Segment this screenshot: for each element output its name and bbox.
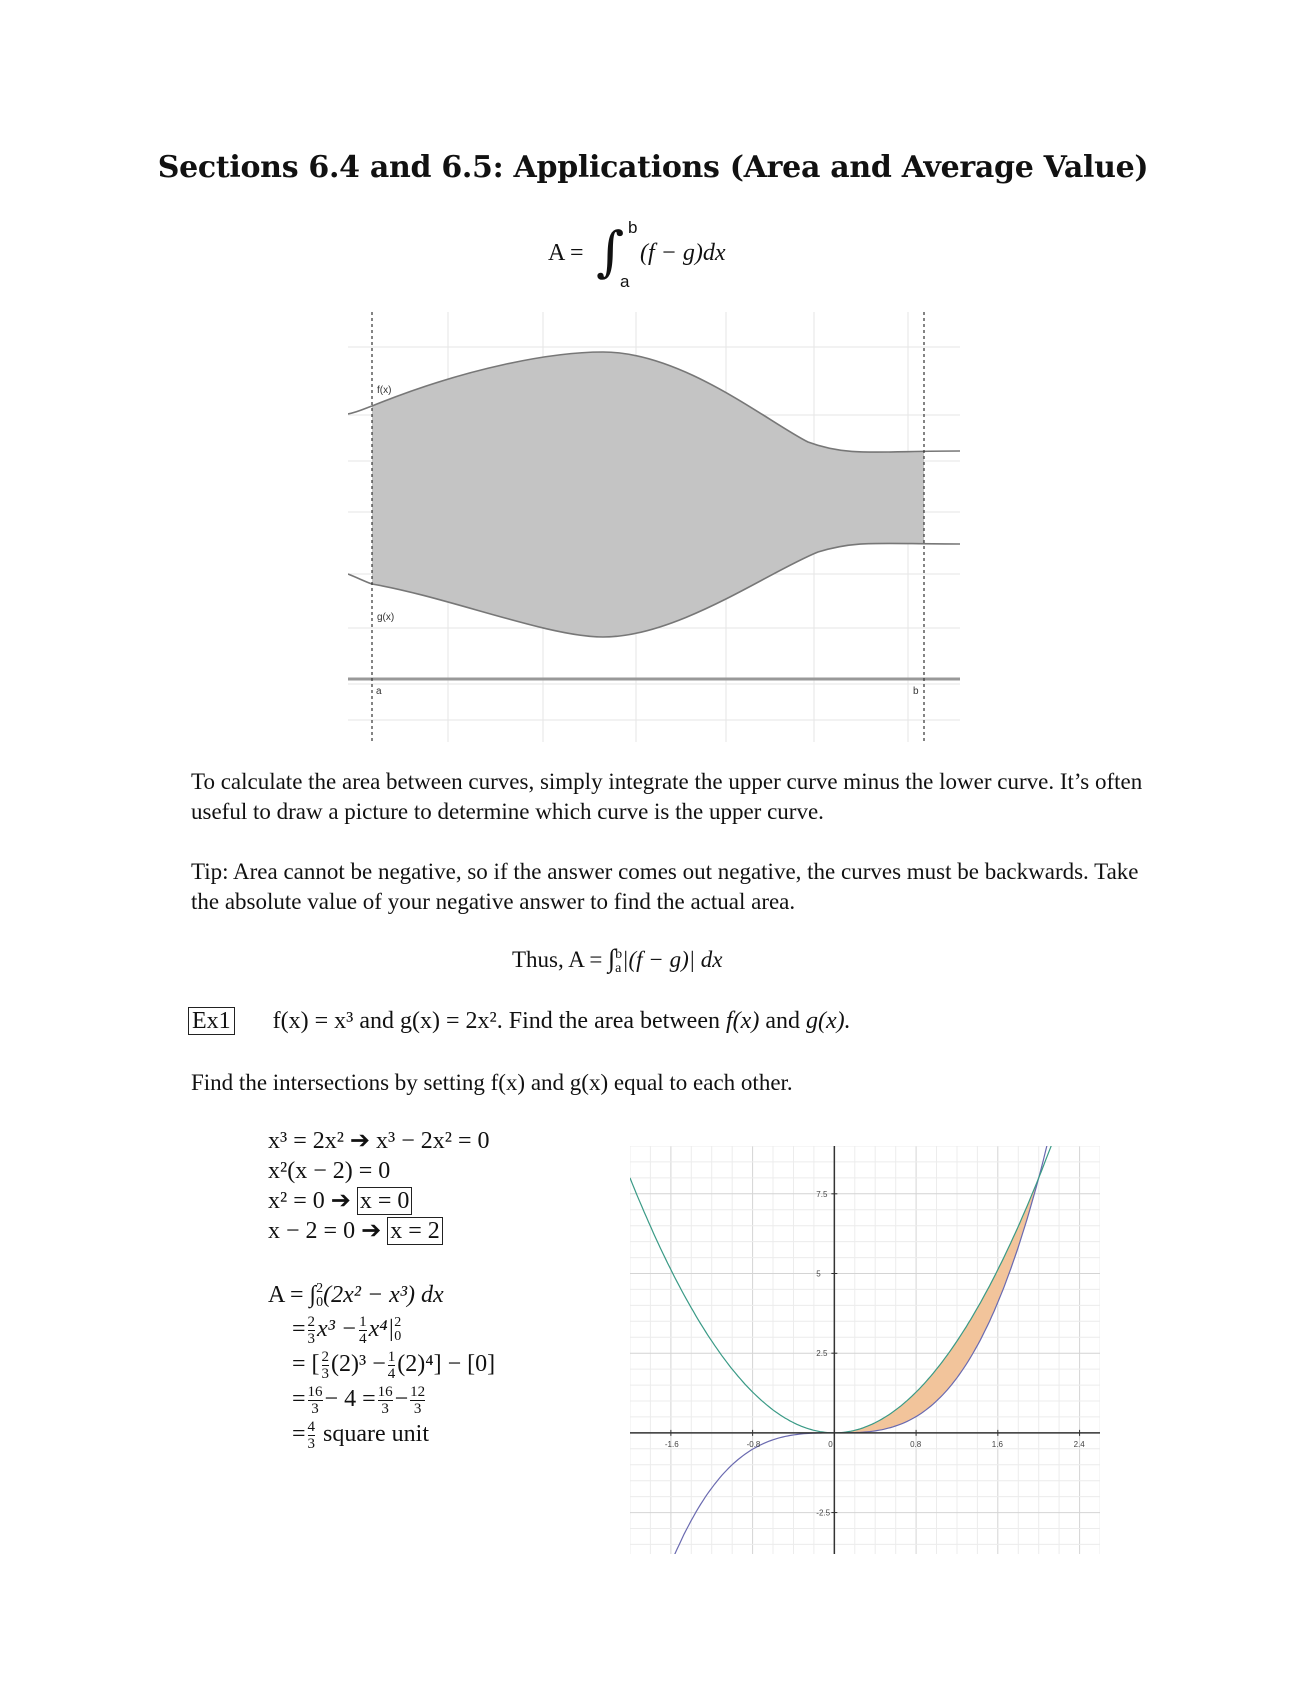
example-and: and: [759, 1008, 806, 1034]
page-title: Sections 6.4 and 6.5: Applications (Area and Average Value): [157, 150, 1149, 185]
area-step-3: [268, 1382, 568, 1417]
area-step-4: [268, 1417, 568, 1452]
example-statement: f(x) = x³ and g(x) = 2x². Find the area between: [272, 1008, 726, 1034]
thus-prefix: Thus, A =: [512, 947, 609, 972]
work-line-3-prefix: x² = 0 ➔: [268, 1188, 357, 1214]
step1-frac2-num: 1: [359, 1313, 367, 1330]
y-tick-label: 2.5: [816, 1349, 828, 1359]
y-tick-label: 5: [816, 1269, 821, 1279]
step3-frac2-den: 3: [381, 1400, 389, 1417]
work-line-1: x³ = 2x² ➔ x³ − 2x² = 0: [268, 1128, 490, 1154]
example-fx: f(x): [726, 1008, 760, 1034]
step3-frac2-num: 16: [377, 1383, 393, 1400]
step2-term2: (2)⁴] − [0]: [397, 1350, 496, 1377]
thus-formula: Thus, A = ∫ b a |(f − g)| dx: [512, 944, 723, 976]
example-plot: [630, 1146, 1100, 1554]
example-gx: g(x).: [805, 1008, 851, 1034]
step1-term1: x³ −: [317, 1316, 358, 1342]
step3-term2: −: [394, 1385, 409, 1412]
work-line-4-prefix: x − 2 = 0 ➔: [268, 1218, 388, 1244]
step2-eq: = [: [292, 1350, 320, 1377]
a-label: a: [376, 686, 382, 697]
area-int-integrand: (2x² − x³) dx: [323, 1282, 444, 1308]
step1-upper: 2: [394, 1315, 402, 1331]
area-int-upper: 2: [316, 1281, 324, 1297]
x-tick-label: 0: [828, 1439, 833, 1449]
f-label: f(x): [377, 385, 392, 396]
step3-term1: − 4 =: [324, 1385, 376, 1412]
g-label: g(x): [377, 612, 395, 623]
b-label: b: [913, 686, 919, 697]
area-int-lower: 0: [316, 1295, 324, 1311]
integral-sign: ∫: [596, 220, 625, 283]
area-step-2: [268, 1347, 568, 1382]
step4-frac-num: 4: [307, 1418, 316, 1435]
step1-term2: x⁴|: [368, 1316, 395, 1342]
area-formula-integrand: (f − g)dx: [640, 240, 726, 266]
thus-upper: b: [615, 946, 623, 962]
step3-frac1-den: 3: [311, 1400, 319, 1417]
example-label: Ex1: [188, 1007, 235, 1035]
x-tick-label: 0.8: [910, 1439, 922, 1449]
step2-frac1-num: 2: [321, 1348, 330, 1365]
step4-text: square unit: [323, 1420, 430, 1447]
y-tick-label: 7.5: [816, 1189, 828, 1199]
root-x0: x = 0: [357, 1187, 413, 1215]
x-tick-label: 2.4: [1073, 1439, 1085, 1449]
x-tick-label: -1.6: [664, 1439, 679, 1449]
worked-solution: [268, 1126, 568, 1246]
area-step-1: [268, 1312, 568, 1347]
area-between-curves-figure: [348, 312, 960, 742]
thus-integrand: |(f − g)| dx: [622, 947, 723, 972]
shaded-area-region: [372, 352, 924, 637]
step3-frac1-num: 16: [307, 1383, 323, 1400]
find-intersections-text: Find the intersections by setting f(x) and g(x) equal to each other.: [191, 1070, 793, 1095]
step3-eq: =: [292, 1385, 306, 1412]
work-line-2: x²(x − 2) = 0: [268, 1158, 391, 1184]
step3-frac3-den: 3: [413, 1400, 422, 1417]
step2-frac2-num: 1: [387, 1348, 396, 1365]
step1-frac2-den: 4: [359, 1330, 367, 1347]
area-integral-line: [268, 1278, 568, 1312]
root-x2: x = 2: [387, 1217, 443, 1245]
work-line-4: [268, 1216, 568, 1246]
step4-eq: =: [292, 1420, 306, 1447]
step1-frac1-den: 3: [307, 1330, 316, 1347]
explanation-paragraph: To calculate the area between curves, simply integrate the upper curve minus the lower curve. It’s often useful to draw a picture to determine which curve is the upper curve.: [191, 769, 1143, 824]
step1-lower: 0: [394, 1329, 402, 1345]
step2-term1: (2)³ −: [331, 1350, 386, 1377]
y-tick-label: -2.5: [816, 1508, 831, 1518]
area-formula-lower: a: [620, 272, 630, 291]
step3-frac3-num: 12: [410, 1383, 426, 1400]
step4-frac-den: 3: [307, 1435, 316, 1452]
step2-frac2-den: 4: [387, 1365, 396, 1382]
area-formula-lhs: A =: [548, 240, 584, 266]
thus-lower: a: [615, 960, 622, 976]
tip-paragraph: Tip: Area cannot be negative, so if the answer comes out negative, the curves must be backwards. Take the absolute value of your negative answer to find the actual area.: [191, 859, 1139, 914]
work-line-3: [268, 1186, 568, 1216]
area-computation: [268, 1278, 568, 1452]
step2-frac1-den: 3: [321, 1365, 330, 1382]
area-formula: [548, 218, 808, 296]
example-line: [188, 1008, 851, 1035]
area-formula-upper: b: [628, 218, 638, 237]
x-tick-label: -0.8: [746, 1439, 761, 1449]
x-tick-label: 1.6: [991, 1439, 1003, 1449]
step1-eq: =: [292, 1316, 306, 1342]
step1-frac1-num: 2: [307, 1313, 316, 1330]
area-int-prefix: A = ∫: [268, 1282, 317, 1308]
